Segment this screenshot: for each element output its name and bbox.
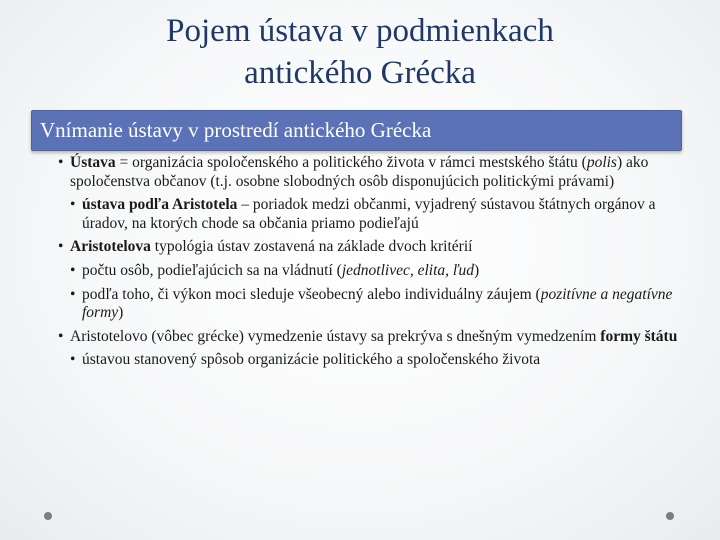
slide-body bbox=[58, 154, 698, 370]
title-line-2: antického Grécka bbox=[244, 55, 476, 91]
bullet-bold: Aristotelova bbox=[70, 238, 151, 256]
bullet-text: podľa toho, či výkon moci sleduje všeobecný alebo individuálny záujem ( bbox=[82, 285, 541, 303]
bullet-text: – poriadok medzi občanmi, vyjadrený sústavou štátnych orgánov a úradov, na ktorých chode sa občania priamo podieľajú bbox=[82, 196, 656, 232]
bullet-marker: • bbox=[70, 261, 76, 279]
subbullet-sposob-organizacie bbox=[70, 351, 698, 370]
title-line-1: Pojem ústava v podmienkach bbox=[166, 13, 554, 49]
bullet-text: Aristotelovo (vôbec grécke) vymedzenie ústavy sa prekrýva s dnešným vymedzením bbox=[70, 327, 601, 345]
bullet-text-end: ) bbox=[118, 304, 124, 322]
bullet-italic: polis bbox=[586, 154, 617, 171]
bullet-typologia bbox=[58, 238, 698, 257]
bullet-vymedzenie bbox=[58, 328, 698, 347]
subbullet-aristoteles bbox=[70, 196, 698, 233]
bullet-text-end: ) ako spoločenstva občanov (t.j. osobne slobodných osôb disponujúcich politickými právami) bbox=[70, 154, 649, 190]
bullet-marker: • bbox=[58, 154, 64, 171]
bullet-bold: formy štátu bbox=[600, 327, 678, 345]
bullet-text: = organizácia spoločenského a politického života v rámci mestského štátu ( bbox=[115, 154, 587, 171]
decorative-dot-left bbox=[44, 512, 52, 520]
slide-title bbox=[0, 10, 720, 94]
bullet-marker: • bbox=[70, 285, 76, 303]
bullet-italic: pozitívne a negatívne formy bbox=[82, 285, 673, 322]
bullet-italic: jednotlivec, elita, ľud bbox=[341, 261, 475, 279]
bullet-text: typológia ústav zostavená na základe dvoch kritérií bbox=[150, 238, 473, 256]
bullet-marker: • bbox=[58, 327, 64, 345]
bullet-marker: • bbox=[70, 351, 76, 369]
bullet-bold: Ústava bbox=[70, 154, 116, 171]
bullet-text-end: ) bbox=[474, 261, 480, 279]
bullet-bold: ústava podľa Aristotela bbox=[82, 196, 238, 214]
decorative-dot-right bbox=[666, 512, 674, 520]
bullet-marker: • bbox=[70, 196, 76, 214]
bullet-text: počtu osôb, podieľajúcich sa na vládnutí ( bbox=[82, 261, 342, 279]
subbullet-zaujem bbox=[70, 286, 698, 323]
section-banner: Vnímanie ústavy v prostredí antického Grécka bbox=[31, 110, 682, 151]
bullet-marker: • bbox=[58, 238, 64, 256]
bullet-ustava bbox=[58, 154, 698, 191]
subbullet-pocet-osob bbox=[70, 262, 698, 281]
bullet-text: ústavou stanovený spôsob organizácie politického a spoločenského života bbox=[82, 351, 541, 369]
